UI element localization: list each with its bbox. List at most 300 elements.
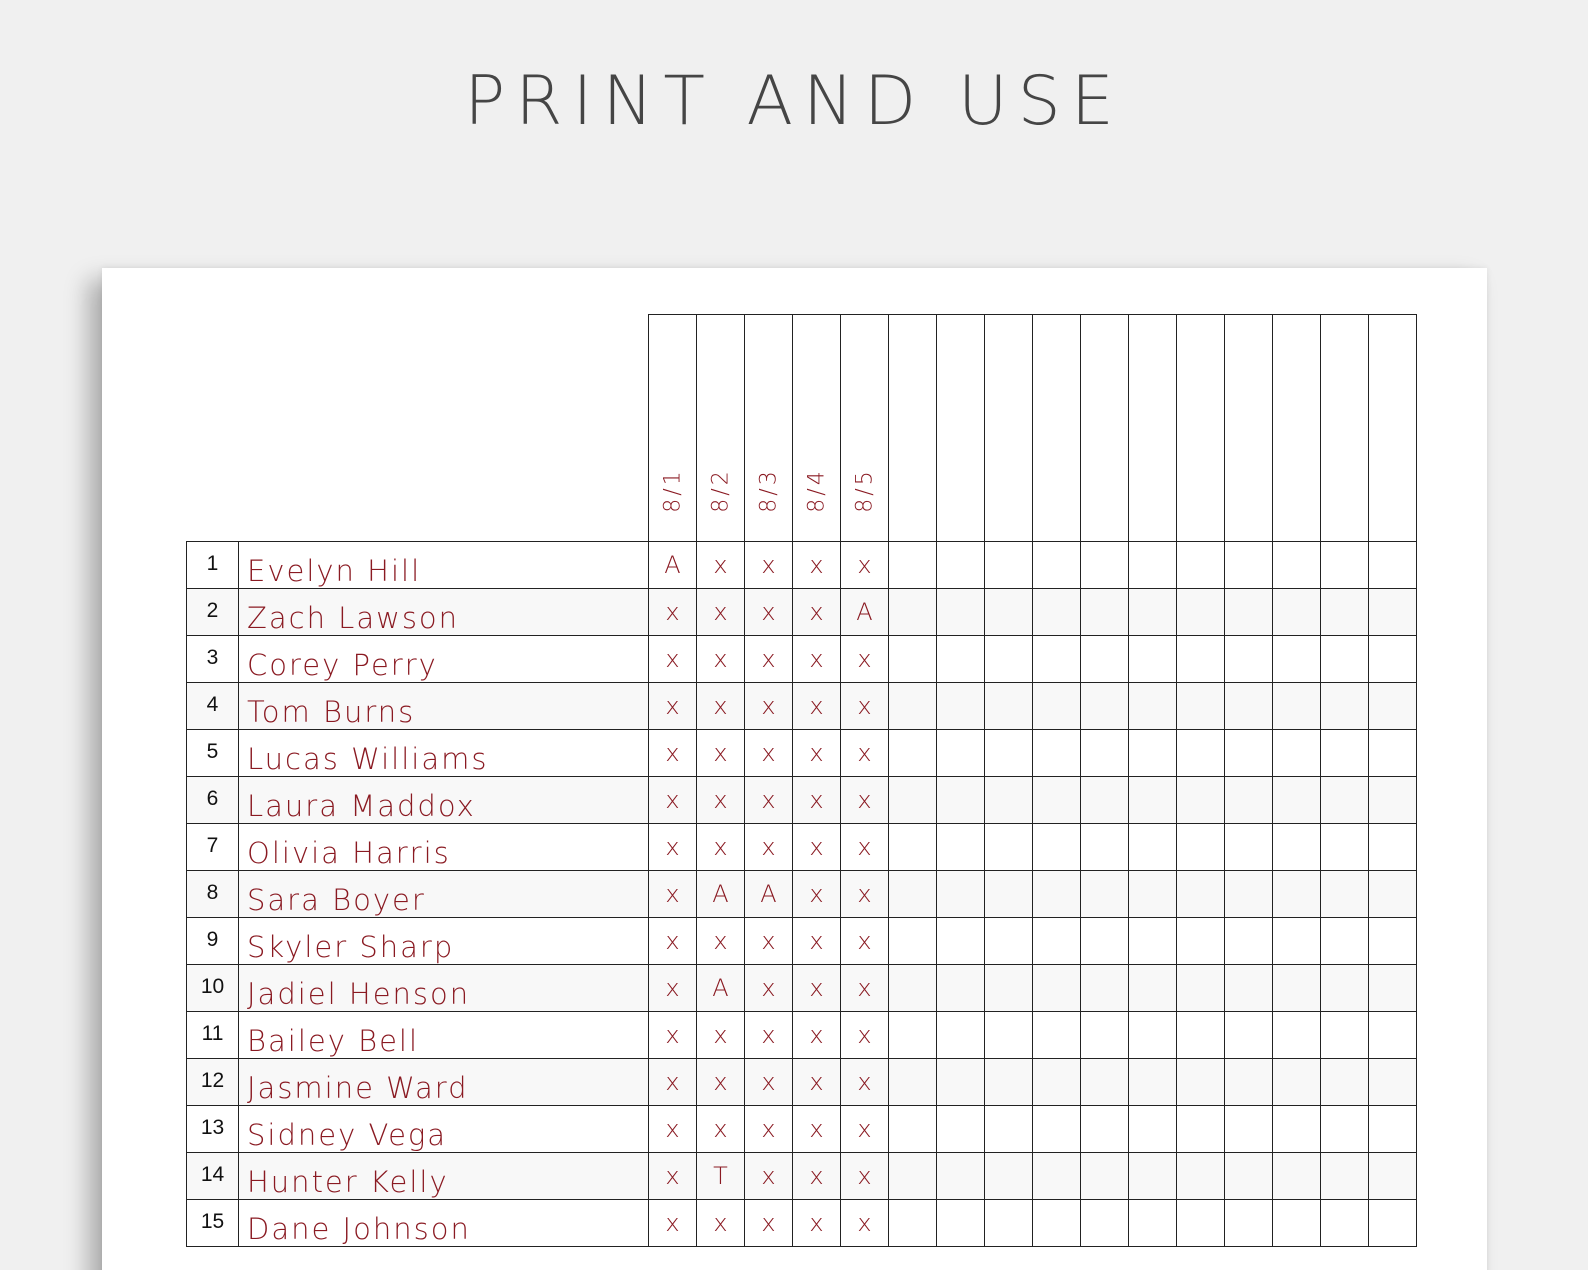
attendance-cell[interactable] (937, 777, 985, 824)
attendance-cell[interactable]: x (649, 1106, 697, 1153)
attendance-cell[interactable] (1369, 1153, 1417, 1200)
date-header-cell[interactable] (697, 315, 745, 542)
attendance-cell[interactable] (1177, 1106, 1225, 1153)
student-row (187, 1153, 1417, 1200)
attendance-cell[interactable] (1081, 589, 1129, 636)
attendance-cell[interactable] (1273, 918, 1321, 965)
attendance-cell[interactable]: A (745, 871, 793, 918)
attendance-cell[interactable]: x (841, 1200, 889, 1247)
attendance-cell[interactable] (985, 1153, 1033, 1200)
attendance-cell[interactable] (985, 918, 1033, 965)
student-row (187, 871, 1417, 918)
attendance-cell[interactable] (1033, 1106, 1081, 1153)
attendance-cell[interactable] (1033, 730, 1081, 777)
attendance-cell[interactable] (1225, 636, 1273, 683)
date-header-cell[interactable] (1177, 315, 1225, 542)
attendance-cell[interactable] (1225, 1153, 1273, 1200)
student-name[interactable]: Sidney Vega (239, 1106, 649, 1153)
attendance-cell[interactable] (1225, 1200, 1273, 1247)
attendance-cell[interactable] (1177, 824, 1225, 871)
attendance-cell[interactable] (1369, 1106, 1417, 1153)
row-number: 6 (187, 777, 239, 824)
attendance-cell[interactable] (1129, 1200, 1177, 1247)
attendance-cell[interactable]: A (649, 542, 697, 589)
attendance-cell[interactable] (1081, 636, 1129, 683)
attendance-cell[interactable] (1273, 683, 1321, 730)
student-row (187, 636, 1417, 683)
attendance-cell[interactable] (1225, 1059, 1273, 1106)
attendance-cell[interactable] (1129, 636, 1177, 683)
attendance-cell[interactable] (1129, 871, 1177, 918)
attendance-cell[interactable] (1273, 1059, 1321, 1106)
attendance-cell[interactable]: x (841, 636, 889, 683)
student-row (187, 542, 1417, 589)
attendance-cell[interactable] (937, 1106, 985, 1153)
attendance-cell[interactable] (889, 918, 937, 965)
attendance-cell[interactable] (1177, 1012, 1225, 1059)
attendance-cell[interactable]: x (697, 824, 745, 871)
attendance-cell[interactable] (889, 730, 937, 777)
attendance-cell[interactable]: x (745, 918, 793, 965)
attendance-cell[interactable]: x (649, 918, 697, 965)
attendance-cell[interactable] (937, 1200, 985, 1247)
student-name[interactable]: Skyler Sharp (239, 918, 649, 965)
attendance-cell[interactable] (1225, 824, 1273, 871)
attendance-cell[interactable] (1321, 1012, 1369, 1059)
attendance-cell[interactable] (1081, 1106, 1129, 1153)
attendance-cell[interactable] (1129, 683, 1177, 730)
attendance-cell[interactable] (1369, 777, 1417, 824)
attendance-cell[interactable] (1129, 918, 1177, 965)
attendance-cell[interactable] (985, 1200, 1033, 1247)
attendance-cell[interactable] (889, 965, 937, 1012)
row-number: 7 (187, 824, 239, 871)
attendance-cell[interactable]: x (841, 1012, 889, 1059)
attendance-cell[interactable] (1321, 918, 1369, 965)
header-blank (187, 315, 649, 542)
attendance-cell[interactable] (937, 683, 985, 730)
attendance-cell[interactable] (1321, 1153, 1369, 1200)
attendance-cell[interactable] (1081, 871, 1129, 918)
attendance-cell[interactable] (1369, 824, 1417, 871)
attendance-cell[interactable] (1129, 730, 1177, 777)
attendance-cell[interactable] (1177, 589, 1225, 636)
date-label: 8/4 (804, 468, 829, 513)
attendance-cell[interactable]: A (697, 965, 745, 1012)
attendance-cell[interactable] (1273, 871, 1321, 918)
attendance-cell[interactable] (937, 1012, 985, 1059)
attendance-cell[interactable] (1033, 589, 1081, 636)
attendance-cell[interactable]: x (841, 1106, 889, 1153)
attendance-cell[interactable] (1225, 1012, 1273, 1059)
date-header-cell[interactable] (1033, 315, 1081, 542)
attendance-cell[interactable] (1321, 1200, 1369, 1247)
attendance-cell[interactable]: x (745, 589, 793, 636)
student-row (187, 777, 1417, 824)
student-name[interactable]: Lucas Williams (239, 730, 649, 777)
attendance-cell[interactable] (889, 636, 937, 683)
attendance-cell[interactable] (937, 1059, 985, 1106)
attendance-cell[interactable]: x (793, 1153, 841, 1200)
attendance-cell[interactable]: x (697, 1106, 745, 1153)
attendance-cell[interactable] (1369, 636, 1417, 683)
attendance-cell[interactable] (889, 824, 937, 871)
attendance-cell[interactable] (889, 1153, 937, 1200)
attendance-cell[interactable] (1177, 542, 1225, 589)
student-name[interactable]: Jasmine Ward (239, 1059, 649, 1106)
attendance-cell[interactable] (1177, 965, 1225, 1012)
attendance-cell[interactable] (937, 918, 985, 965)
attendance-cell[interactable]: x (745, 636, 793, 683)
attendance-cell[interactable]: x (649, 636, 697, 683)
attendance-cell[interactable] (1081, 1153, 1129, 1200)
date-header-cell[interactable] (649, 315, 697, 542)
attendance-cell[interactable]: x (793, 871, 841, 918)
attendance-cell[interactable] (1129, 542, 1177, 589)
attendance-cell[interactable]: x (793, 683, 841, 730)
attendance-cell[interactable] (1321, 1059, 1369, 1106)
attendance-cell[interactable] (1225, 589, 1273, 636)
attendance-cell[interactable]: x (841, 683, 889, 730)
student-row (187, 1106, 1417, 1153)
attendance-cell[interactable]: x (745, 1012, 793, 1059)
attendance-cell[interactable] (1321, 965, 1369, 1012)
attendance-cell[interactable] (1321, 824, 1369, 871)
attendance-cell[interactable] (1225, 965, 1273, 1012)
attendance-cell[interactable] (1273, 636, 1321, 683)
attendance-cell[interactable] (1081, 542, 1129, 589)
attendance-cell[interactable] (985, 1012, 1033, 1059)
attendance-cell[interactable]: x (745, 965, 793, 1012)
attendance-cell[interactable] (1081, 965, 1129, 1012)
attendance-cell[interactable] (1033, 683, 1081, 730)
attendance-cell[interactable]: x (841, 965, 889, 1012)
attendance-cell[interactable] (1033, 1200, 1081, 1247)
attendance-cell[interactable]: x (745, 1153, 793, 1200)
date-header-cell[interactable] (793, 315, 841, 542)
attendance-cell[interactable]: x (793, 589, 841, 636)
attendance-cell[interactable] (985, 871, 1033, 918)
attendance-cell[interactable]: x (841, 918, 889, 965)
attendance-cell[interactable] (1225, 918, 1273, 965)
attendance-cell[interactable] (985, 1059, 1033, 1106)
attendance-cell[interactable] (889, 542, 937, 589)
attendance-cell[interactable]: x (649, 1012, 697, 1059)
attendance-cell[interactable] (937, 1153, 985, 1200)
attendance-cell[interactable] (1225, 777, 1273, 824)
attendance-cell[interactable] (889, 1012, 937, 1059)
student-name[interactable]: Evelyn Hill (239, 542, 649, 589)
attendance-cell[interactable] (1129, 1106, 1177, 1153)
attendance-cell[interactable] (1273, 965, 1321, 1012)
date-label: 8/1 (660, 468, 685, 513)
attendance-cell[interactable] (1369, 871, 1417, 918)
attendance-cell[interactable] (1081, 683, 1129, 730)
attendance-cell[interactable] (1177, 636, 1225, 683)
attendance-cell[interactable] (985, 683, 1033, 730)
attendance-cell[interactable] (1177, 918, 1225, 965)
attendance-cell[interactable] (1033, 542, 1081, 589)
attendance-cell[interactable]: x (745, 730, 793, 777)
student-name[interactable]: Dane Johnson (239, 1200, 649, 1247)
attendance-cell[interactable] (1177, 1200, 1225, 1247)
attendance-cell[interactable] (1273, 542, 1321, 589)
attendance-cell[interactable] (1129, 589, 1177, 636)
attendance-cell[interactable]: x (745, 683, 793, 730)
attendance-cell[interactable] (1081, 1200, 1129, 1247)
student-name[interactable]: Sara Boyer (239, 871, 649, 918)
attendance-cell[interactable] (985, 730, 1033, 777)
row-number: 1 (187, 542, 239, 589)
attendance-cell[interactable] (985, 965, 1033, 1012)
row-number: 10 (187, 965, 239, 1012)
attendance-cell[interactable]: x (745, 1059, 793, 1106)
attendance-cell[interactable] (1129, 777, 1177, 824)
attendance-cell[interactable]: x (649, 1059, 697, 1106)
student-row (187, 1200, 1417, 1247)
row-number: 15 (187, 1200, 239, 1247)
row-number: 14 (187, 1153, 239, 1200)
attendance-cell[interactable]: x (793, 918, 841, 965)
attendance-cell[interactable] (1273, 589, 1321, 636)
student-name[interactable]: Olivia Harris (239, 824, 649, 871)
attendance-cell[interactable]: x (649, 589, 697, 636)
attendance-cell[interactable]: x (793, 730, 841, 777)
attendance-cell[interactable] (1081, 824, 1129, 871)
date-header-cell[interactable] (1321, 315, 1369, 542)
attendance-cell[interactable] (1369, 1012, 1417, 1059)
attendance-cell[interactable]: x (649, 1153, 697, 1200)
attendance-cell[interactable] (1321, 636, 1369, 683)
attendance-cell[interactable]: x (649, 1200, 697, 1247)
attendance-cell[interactable]: x (793, 1059, 841, 1106)
attendance-cell[interactable] (1273, 1012, 1321, 1059)
attendance-cell[interactable]: x (745, 1106, 793, 1153)
attendance-cell[interactable]: x (649, 871, 697, 918)
attendance-cell[interactable]: x (649, 683, 697, 730)
attendance-cell[interactable]: T (697, 1153, 745, 1200)
attendance-cell[interactable]: x (793, 1106, 841, 1153)
attendance-cell[interactable]: x (793, 636, 841, 683)
attendance-cell[interactable]: x (793, 1200, 841, 1247)
attendance-cell[interactable] (985, 589, 1033, 636)
row-number: 12 (187, 1059, 239, 1106)
attendance-cell[interactable] (1081, 1059, 1129, 1106)
attendance-cell[interactable]: A (697, 871, 745, 918)
student-row (187, 589, 1417, 636)
attendance-cell[interactable] (1225, 683, 1273, 730)
attendance-cell[interactable]: x (793, 965, 841, 1012)
attendance-cell[interactable] (889, 1200, 937, 1247)
attendance-cell[interactable] (1321, 777, 1369, 824)
attendance-cell[interactable] (937, 636, 985, 683)
attendance-cell[interactable]: x (841, 542, 889, 589)
attendance-cell[interactable]: x (841, 1153, 889, 1200)
student-row (187, 1059, 1417, 1106)
attendance-cell[interactable] (1129, 1153, 1177, 1200)
attendance-cell[interactable]: x (697, 542, 745, 589)
attendance-cell[interactable] (1033, 918, 1081, 965)
attendance-cell[interactable] (985, 777, 1033, 824)
attendance-cell[interactable] (1225, 1106, 1273, 1153)
attendance-cell[interactable] (1369, 1059, 1417, 1106)
student-row (187, 918, 1417, 965)
date-label: 8/5 (852, 468, 877, 513)
attendance-cell[interactable] (937, 871, 985, 918)
date-header-cell[interactable] (1081, 315, 1129, 542)
attendance-cell[interactable]: x (793, 824, 841, 871)
row-number: 11 (187, 1012, 239, 1059)
attendance-cell[interactable] (1129, 1012, 1177, 1059)
attendance-cell[interactable] (1321, 730, 1369, 777)
student-name[interactable]: Tom Burns (239, 683, 649, 730)
row-number: 4 (187, 683, 239, 730)
attendance-cell[interactable] (889, 1106, 937, 1153)
attendance-cell[interactable]: x (697, 1059, 745, 1106)
attendance-cell[interactable] (1225, 730, 1273, 777)
date-header-cell[interactable] (937, 315, 985, 542)
attendance-cell[interactable] (1225, 542, 1273, 589)
student-name[interactable]: Bailey Bell (239, 1012, 649, 1059)
student-name[interactable]: Zach Lawson (239, 589, 649, 636)
attendance-cell[interactable] (937, 589, 985, 636)
attendance-cell[interactable]: x (841, 777, 889, 824)
attendance-cell[interactable]: x (697, 683, 745, 730)
attendance-cell[interactable] (1033, 1059, 1081, 1106)
attendance-cell[interactable] (1321, 1106, 1369, 1153)
date-header-cell[interactable] (1225, 315, 1273, 542)
attendance-cell[interactable] (985, 542, 1033, 589)
attendance-cell[interactable]: x (649, 965, 697, 1012)
attendance-cell[interactable]: x (745, 1200, 793, 1247)
attendance-cell[interactable] (1273, 1106, 1321, 1153)
attendance-cell[interactable]: x (841, 1059, 889, 1106)
attendance-cell[interactable] (1273, 1153, 1321, 1200)
attendance-cell[interactable]: x (649, 777, 697, 824)
attendance-cell[interactable] (1129, 965, 1177, 1012)
attendance-cell[interactable]: x (841, 730, 889, 777)
attendance-cell[interactable] (1273, 824, 1321, 871)
attendance-cell[interactable] (889, 683, 937, 730)
attendance-cell[interactable] (1273, 1200, 1321, 1247)
attendance-cell[interactable] (1081, 918, 1129, 965)
attendance-cell[interactable] (1177, 1153, 1225, 1200)
date-header-cell[interactable] (985, 315, 1033, 542)
attendance-cell[interactable]: x (697, 1200, 745, 1247)
attendance-cell[interactable] (1369, 965, 1417, 1012)
attendance-cell[interactable]: x (697, 777, 745, 824)
attendance-cell[interactable] (1321, 542, 1369, 589)
attendance-cell[interactable]: x (793, 1012, 841, 1059)
attendance-cell[interactable] (1273, 730, 1321, 777)
date-header-cell[interactable] (1369, 315, 1417, 542)
attendance-cell[interactable] (1369, 542, 1417, 589)
student-name[interactable]: Laura Maddox (239, 777, 649, 824)
student-row (187, 824, 1417, 871)
date-header-cell[interactable] (841, 315, 889, 542)
date-header-cell[interactable] (1129, 315, 1177, 542)
attendance-cell[interactable] (1369, 683, 1417, 730)
attendance-cell[interactable] (1321, 589, 1369, 636)
attendance-cell[interactable] (1033, 1012, 1081, 1059)
attendance-cell[interactable]: x (697, 730, 745, 777)
student-row (187, 965, 1417, 1012)
attendance-cell[interactable] (889, 1059, 937, 1106)
attendance-cell[interactable] (1177, 777, 1225, 824)
attendance-cell[interactable] (1081, 1012, 1129, 1059)
attendance-cell[interactable] (985, 636, 1033, 683)
attendance-cell[interactable]: x (841, 824, 889, 871)
attendance-cell[interactable]: x (793, 777, 841, 824)
attendance-cell[interactable] (985, 824, 1033, 871)
attendance-cell[interactable] (1129, 1059, 1177, 1106)
attendance-cell[interactable] (1273, 777, 1321, 824)
attendance-cell[interactable] (889, 871, 937, 918)
attendance-cell[interactable] (1177, 730, 1225, 777)
attendance-cell[interactable]: x (649, 730, 697, 777)
attendance-cell[interactable] (937, 965, 985, 1012)
attendance-cell[interactable]: x (745, 824, 793, 871)
attendance-cell[interactable] (1369, 589, 1417, 636)
attendance-cell[interactable] (1177, 683, 1225, 730)
attendance-cell[interactable] (1177, 1059, 1225, 1106)
attendance-cell[interactable] (985, 1106, 1033, 1153)
attendance-cell[interactable] (937, 542, 985, 589)
student-name[interactable]: Jadiel Henson (239, 965, 649, 1012)
attendance-cell[interactable]: x (793, 542, 841, 589)
attendance-cell[interactable]: x (697, 636, 745, 683)
date-header-cell[interactable] (889, 315, 937, 542)
attendance-cell[interactable]: x (697, 589, 745, 636)
attendance-cell[interactable] (1369, 730, 1417, 777)
attendance-cell[interactable]: x (841, 871, 889, 918)
attendance-cell[interactable] (1081, 777, 1129, 824)
attendance-cell[interactable] (1321, 683, 1369, 730)
attendance-cell[interactable] (937, 824, 985, 871)
attendance-cell[interactable] (889, 777, 937, 824)
student-name[interactable]: Hunter Kelly (239, 1153, 649, 1200)
attendance-cell[interactable] (1177, 871, 1225, 918)
attendance-cell[interactable] (1033, 824, 1081, 871)
student-name[interactable]: Corey Perry (239, 636, 649, 683)
attendance-cell[interactable] (1033, 636, 1081, 683)
date-header-row (187, 315, 1417, 542)
attendance-cell[interactable] (1369, 1200, 1417, 1247)
student-row (187, 730, 1417, 777)
attendance-cell[interactable] (1129, 824, 1177, 871)
attendance-cell[interactable]: A (841, 589, 889, 636)
attendance-cell[interactable] (1033, 1153, 1081, 1200)
attendance-cell[interactable]: x (745, 542, 793, 589)
attendance-cell[interactable] (1033, 871, 1081, 918)
attendance-cell[interactable] (889, 589, 937, 636)
attendance-cell[interactable] (1033, 965, 1081, 1012)
row-number: 9 (187, 918, 239, 965)
attendance-cell[interactable]: x (649, 824, 697, 871)
attendance-cell[interactable] (1225, 871, 1273, 918)
date-label: 8/3 (756, 468, 781, 513)
attendance-cell[interactable]: x (697, 1012, 745, 1059)
date-header-cell[interactable] (1273, 315, 1321, 542)
attendance-cell[interactable]: x (745, 777, 793, 824)
date-header-cell[interactable] (745, 315, 793, 542)
attendance-cell[interactable] (1033, 777, 1081, 824)
attendance-cell[interactable] (1369, 918, 1417, 965)
attendance-cell[interactable]: x (697, 918, 745, 965)
attendance-cell[interactable] (1321, 871, 1369, 918)
attendance-cell[interactable] (1081, 730, 1129, 777)
attendance-cell[interactable] (937, 730, 985, 777)
